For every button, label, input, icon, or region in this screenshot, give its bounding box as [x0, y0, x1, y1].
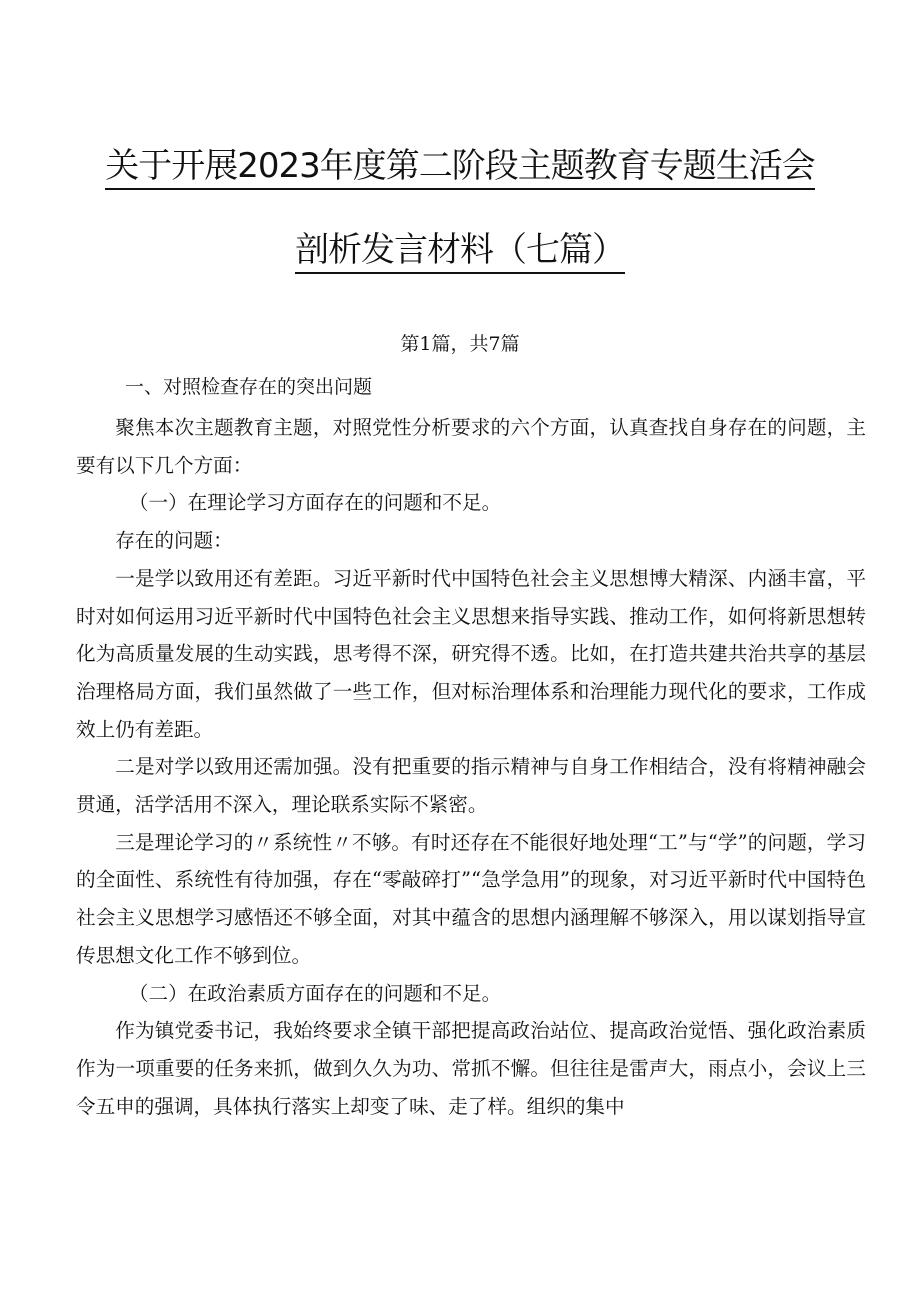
sub-heading: （二）在政治素质方面存在的问题和不足。: [128, 981, 502, 1005]
document-title-line-2: [0, 222, 920, 271]
document-title-line-1: [0, 138, 920, 187]
section-heading: 一、对照检查存在的突出问题: [125, 376, 373, 398]
paragraph: 聚焦本次主题教育主题，对照党性分析要求的六个方面，认真查找自身存在的问题，主要有以下几个方面：: [76, 416, 866, 477]
paragraph: 三是理论学习的〃系统性〃不够。有时还存在不能很好地处理“工”与“学”的问题，学习的全面性、系统性有待加强，存在“零敲碎打”“急学急用”的现象，对习近平新时代中国特色社会主义思想学习感悟还不够全面，对其中蕴含的思想内涵理解不够深入，用以谋划指导宣传思想文化工作不够到位。: [76, 830, 866, 967]
sub-heading: （一）在理论学习方面存在的问题和不足。: [128, 491, 502, 515]
document-subtitle: 第1篇，共7篇: [400, 333, 520, 355]
paragraph: 一是学以致用还有差距。习近平新时代中国特色社会主义思想博大精深、内涵丰富，平时对如何运用习近平新时代中国特色社会主义思想来指导实践、推动工作，如何将新思想转化为高质量发展的生动实践，思考得不深，研究得不透。比如，在打造共建共治共享的基层治理格局方面，我们虽然做了一些工作，但对标治理体系和治理能力现代化的要求，工作成效上仍有差距。: [76, 566, 866, 741]
document-body: [76, 409, 866, 1125]
paragraph: 作为镇党委书记，我始终要求全镇干部把提高政治站位、提高政治觉悟、强化政治素质作为一项重要的任务来抓，做到久久为功、常抓不懈。但往往是雷声大，雨点小，会议上三令五申的强调，具体执行落实上却变了味、走了样。组织的集中: [76, 1019, 866, 1118]
title-line-2-text: 剖析发言材料（七篇）: [295, 230, 625, 274]
paragraph: 存在的问题：: [115, 529, 233, 553]
paragraph: 二是对学以致用还需加强。没有把重要的指示精神与自身工作相结合，没有将精神融会贯通，活学活用不深入，理论联系实际不紧密。: [76, 755, 866, 817]
title-line-1-text: 关于开展2023年度第二阶段主题教育专题生活会: [105, 146, 815, 190]
